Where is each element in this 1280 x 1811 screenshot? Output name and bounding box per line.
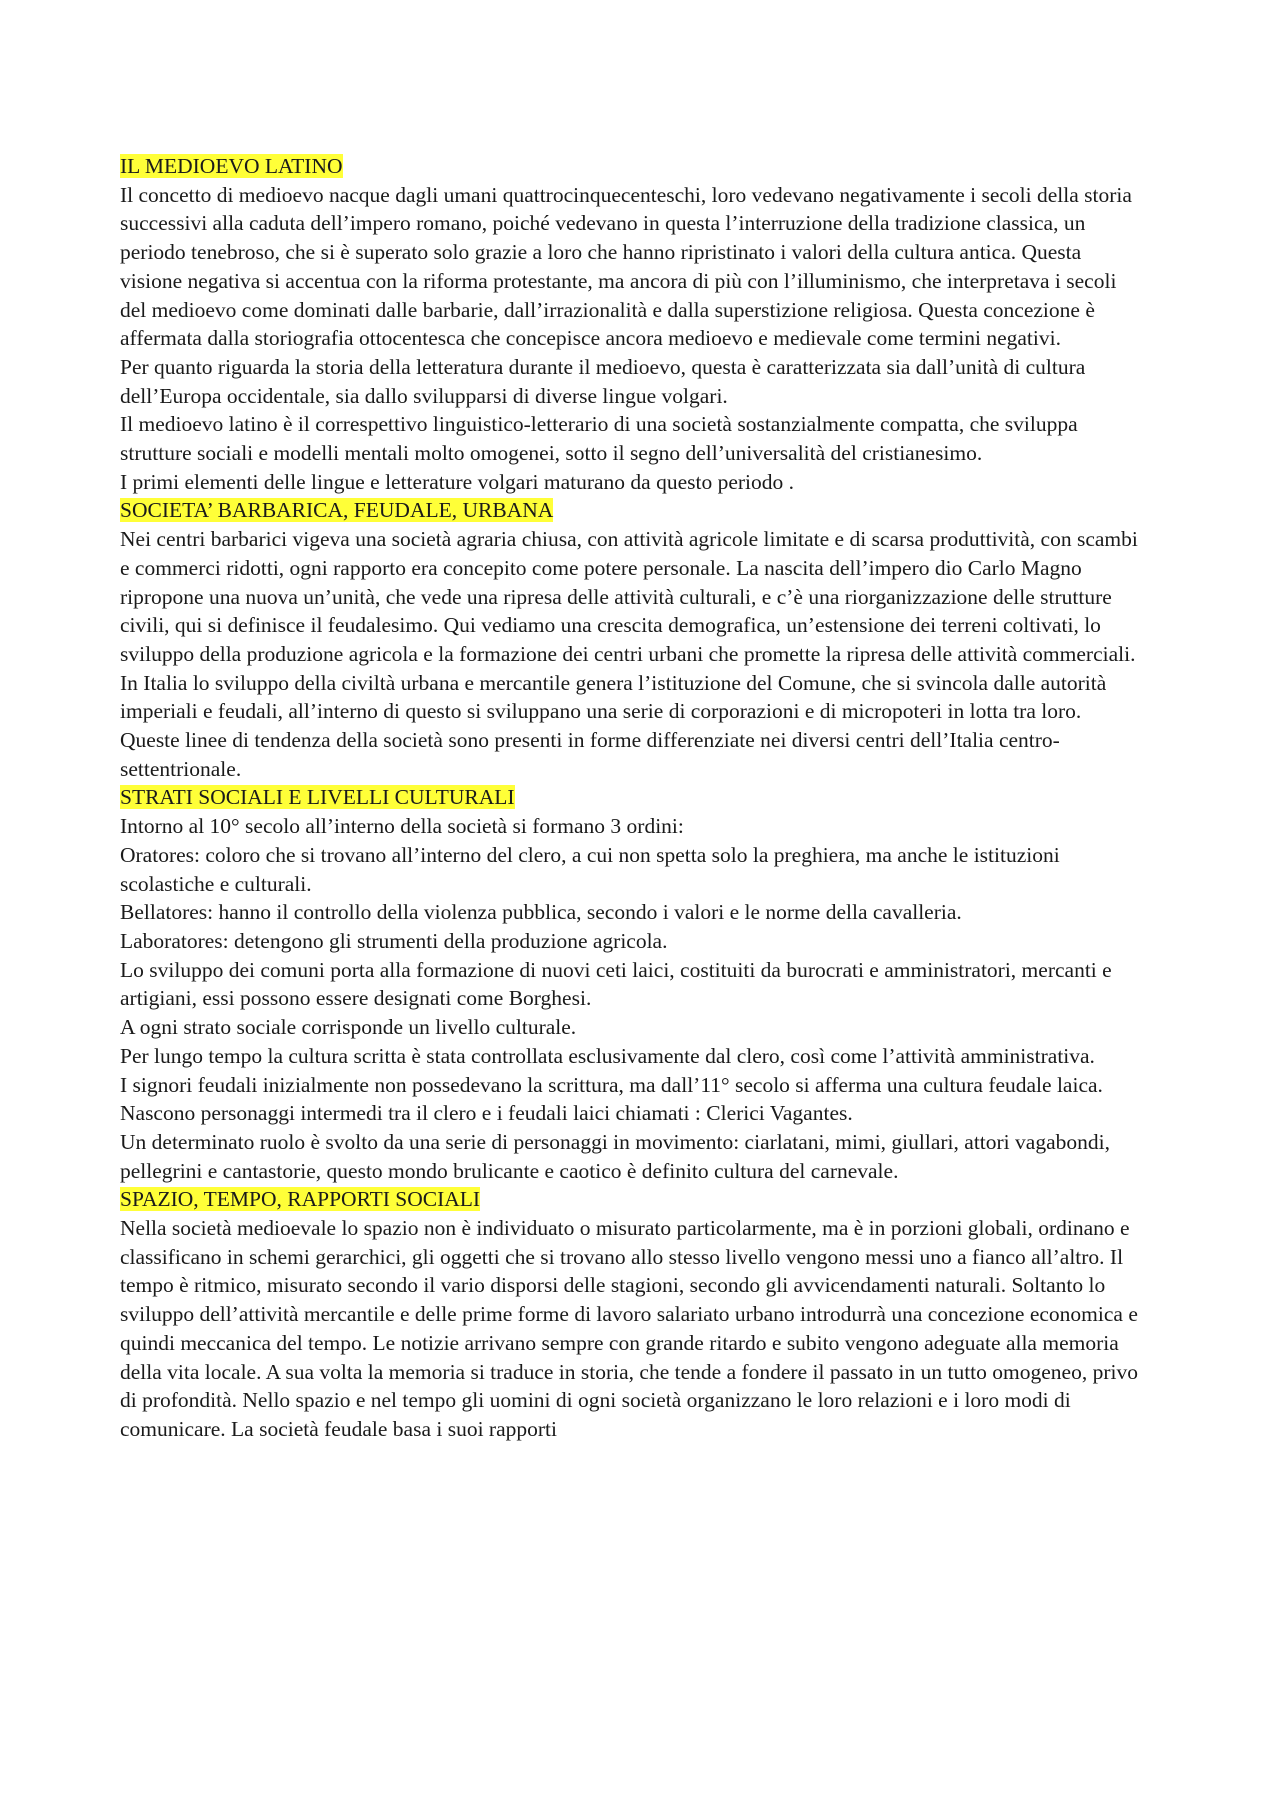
paragraph: Il concetto di medioevo nacque dagli umani quattrocinquecenteschi, loro vedevano negativamente i secoli della storia successivi alla caduta dell’impero romano, poiché vedevano in questa l’interruzione della tradizione classica, un periodo tenebroso, che si è superato solo grazie a loro che hanno ripristinato i valori della cultura antica. Questa visione negativa si accentua con la riforma protestante, ma ancora di più con l’illuminismo, che interpretava i secoli del medioevo come dominati dalle barbarie, dall’irrazionalità e dalla superstizione religiosa. Questa concezione è affermata dalla storiografia ottocentesca che concepisce ancora medioevo e medievale come termini negativi. [120, 182, 1132, 351]
heading-highlight: STRATI SOCIALI E LIVELLI CULTURALI [120, 785, 515, 810]
section-heading [120, 496, 1140, 525]
paragraph: Nascono personaggi intermedi tra il clero e i feudali laici chiamati : Clerici Vagantes. [120, 1101, 853, 1126]
heading-highlight: SPAZIO, TEMPO, RAPPORTI SOCIALI [120, 1187, 481, 1212]
heading-highlight: SOCIETA’ BARBARICA, FEUDALE, URBANA [120, 498, 554, 523]
paragraph: Un determinato ruolo è svolto da una serie di personaggi in movimento: ciarlatani, mimi, giullari, attori vagabondi, pellegrini e cantastorie, questo mondo brulicante e caotico è definito cultura del carnevale. [120, 1129, 1110, 1183]
paragraph: A ogni strato sociale corrisponde un livello culturale. [120, 1015, 577, 1040]
paragraph: Per quanto riguarda la storia della letteratura durante il medioevo, questa è caratterizzata sia dall’unità di cultura dell’Europa occidentale, sia dallo svilupparsi di diverse lingue volgari. [120, 354, 1086, 408]
paragraph: I primi elementi delle lingue e letterature volgari maturano da questo periodo . [120, 469, 795, 494]
paragraph: I signori feudali inizialmente non possedevano la scrittura, ma dall’11° secolo si afferma una cultura feudale laica. [120, 1072, 1103, 1097]
paragraph: Lo sviluppo dei comuni porta alla formazione di nuovi ceti laici, costituiti da burocrati e amministratori, mercanti e artigiani, essi possono essere designati come Borghesi. [120, 957, 1112, 1011]
section-heading [120, 783, 1140, 812]
paragraph: Oratores: coloro che si trovano all’interno del clero, a cui non spetta solo la preghiera, ma anche le istituzioni scolastiche e culturali. [120, 842, 1060, 896]
paragraph: Bellatores: hanno il controllo della violenza pubblica, secondo i valori e le norme della cavalleria. [120, 900, 962, 925]
paragraph: Per lungo tempo la cultura scritta è stata controllata esclusivamente dal clero, così come l’attività amministrativa. [120, 1043, 1095, 1068]
heading-highlight: IL MEDIOEVO LATINO [120, 154, 343, 178]
document-page [120, 152, 1140, 1444]
paragraph: Nella società medioevale lo spazio non è individuato o misurato particolarmente, ma è in porzioni globali, ordinano e classificano in schemi gerarchici, gli oggetti che si trovano allo stesso livello vengono messi uno a fianco all’altro. Il tempo è ritmico, misurato secondo il vario disporsi delle stagioni, secondo gli avvicendamenti naturali. Soltanto lo sviluppo dell’attività mercantile e delle prime forme di lavoro salariato urbano introdurrà una concezione economica e quindi meccanica del tempo. Le notizie arrivano sempre con grande ritardo e subito vengono adeguate alla memoria della vita locale. A sua volta la memoria si traduce in storia, che tende a fondere il passato in un tutto omogeneo, privo di profondità. Nello spazio e nel tempo gli uomini di ogni società organizzano le loro relazioni e i loro modi di comunicare. La società feudale basa i suoi rapporti [120, 1216, 1138, 1441]
section-heading [120, 152, 1140, 181]
paragraph: Nei centri barbarici vigeva una società agraria chiusa, con attività agricole limitate e di scarsa produttività, con scambi e commerci ridotti, ogni rapporto era concepito come potere personale. La nascita dell’impero dio Carlo Magno ripropone una nuova un’unità, che vede una ripresa delle attività culturali, e c’è una riorganizzazione delle strutture civili, qui si definisce il feudalesimo. Qui vediamo una crescita demografica, un’estensione dei terreni coltivati, lo sviluppo della produzione agricola e la formazione dei centri urbani che promette la ripresa delle attività commerciali. In Italia lo sviluppo della civiltà urbana e mercantile genera l’istituzione del Comune, che si svincola dalle autorità imperiali e feudali, all’interno di questo si sviluppano una serie di corporazioni e di micropoteri in lotta tra loro. Queste linee di tendenza della società sono presenti in forme differenziate nei diversi centri dell’Italia centro-settentrionale. [120, 527, 1138, 781]
paragraph: Laboratores: detengono gli strumenti della produzione agricola. [120, 928, 668, 953]
paragraph: Intorno al 10° secolo all’interno della società si formano 3 ordini: [120, 814, 684, 839]
paragraph: Il medioevo latino è il correspettivo linguistico-letterario di una società sostanzialmente compatta, che sviluppa strutture sociali e modelli mentali molto omogenei, sotto il segno dell’universalità del cristianesimo. [120, 412, 1078, 466]
section-heading [120, 1185, 1140, 1214]
